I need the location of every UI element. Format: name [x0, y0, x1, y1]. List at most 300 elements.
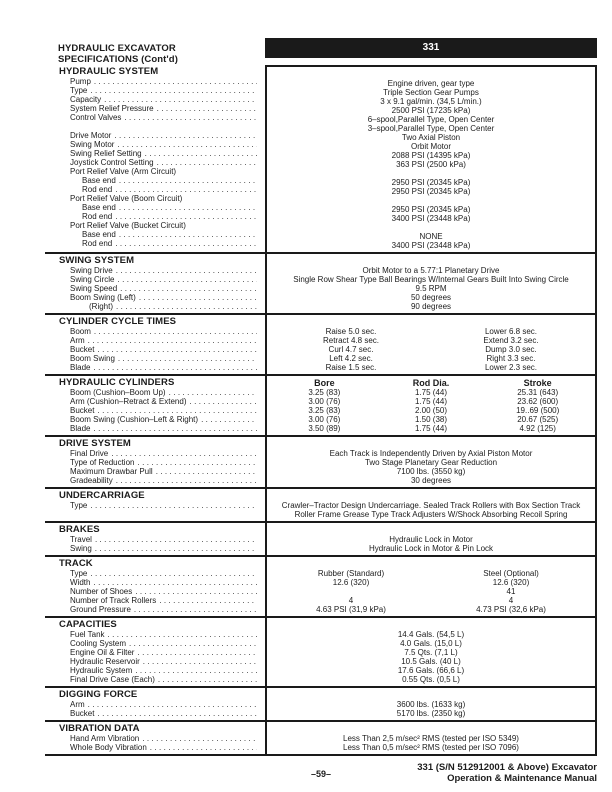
leader-dots [111, 449, 257, 458]
spec-label-row [45, 336, 265, 345]
spec-value-row: Each Track is Independently Driven by Axial Piston Motor [329, 449, 533, 458]
spec-label: Arm [70, 700, 85, 709]
spec-label-row [45, 467, 265, 476]
section-labels [45, 722, 265, 754]
column-header-label: Bore [314, 378, 335, 388]
columns-header [271, 378, 591, 388]
leader-dots [90, 501, 257, 510]
leader-dots [95, 544, 257, 553]
spec-label-row [45, 185, 265, 194]
manual-title-line2: Operation & Maintenance Manual [447, 772, 597, 784]
spec-value-row: 30 degrees [410, 476, 452, 485]
spec-label: Drive Motor [70, 131, 112, 140]
spec-value-row: 3400 PSI (23448 kPa) [391, 214, 471, 223]
spec-value-row [271, 578, 591, 587]
section-labels [45, 557, 265, 616]
leader-dots [137, 648, 257, 657]
spec-label-row [45, 158, 265, 167]
spec-label-row [45, 77, 265, 86]
leader-dots [118, 354, 257, 363]
spec-value-row: 363 PSI (2500 kPa) [396, 160, 466, 169]
section-values [265, 376, 597, 435]
section-values [265, 722, 597, 754]
spec-label-row [45, 284, 265, 293]
leader-dots [120, 284, 257, 293]
section-title: CAPACITIES [59, 619, 117, 630]
leader-dots [95, 535, 257, 544]
spec-label: Boom Swing [70, 354, 115, 363]
leader-dots [201, 415, 257, 424]
spec-label-row [45, 95, 265, 104]
section-labels [45, 65, 265, 252]
spec-value-row: Orbit Motor to a 5.77:1 Planetary Drive [362, 266, 500, 275]
spec-label: Swing [70, 544, 92, 553]
spec-value-row [271, 596, 591, 605]
spec-value-row: 5170 lbs. (2350 kg) [396, 709, 466, 718]
spec-label: Final Drive [70, 449, 109, 458]
leader-dots [115, 239, 257, 248]
section-title: CYLINDER CYCLE TIMES [59, 316, 177, 327]
spec-label: Port Relief Valve (Arm Circuit) [70, 167, 177, 176]
spec-value-row: 17.6 Gals. (66,6 L) [397, 666, 465, 675]
spec-label: Hydraulic Reservoir [70, 657, 140, 666]
spec-label-row [45, 648, 265, 657]
spec-label: Arm (Cushion–Retract & Extend) [70, 397, 187, 406]
leader-dots [108, 630, 257, 639]
spec-value: Left 4.2 sec. [329, 354, 373, 363]
leader-dots [145, 149, 257, 158]
title-spacer [271, 690, 591, 700]
spec-value-row [271, 388, 591, 397]
section-track [45, 557, 597, 618]
spec-label: Capacity [70, 95, 102, 104]
spec-label-row [45, 415, 265, 424]
spec-value-row: NONE [419, 232, 443, 241]
spec-value: 4.63 PSI (31,9 kPa) [316, 605, 386, 614]
leader-dots [119, 230, 257, 239]
manual-title-line1: 331 (S/N 512912001 & Above) Excavator [417, 762, 597, 773]
leader-dots [139, 293, 257, 302]
section-hydraulic-system [45, 65, 597, 254]
section-values [265, 688, 597, 720]
page-title-line1: HYDRAULIC EXCAVATOR [58, 43, 176, 54]
spec-value-row [271, 415, 591, 424]
spec-label-row [45, 406, 265, 415]
spec-label: Swing Circle [70, 275, 115, 284]
spec-value: 3.00 (76) [308, 397, 341, 406]
leader-dots [115, 185, 257, 194]
spec-value: 12.6 (320) [332, 578, 370, 587]
spec-value: 23.62 (600) [517, 397, 559, 406]
leader-dots [116, 266, 257, 275]
spec-label: Maximum Drawbar Pull [70, 467, 153, 476]
spec-value: 1.50 (38) [414, 415, 448, 424]
spec-label-row [45, 700, 265, 709]
spec-label-row [45, 743, 265, 752]
leader-dots [135, 666, 257, 675]
spec-label: System Relief Pressure [70, 104, 154, 113]
spec-value-row: Two Stage Planetary Gear Reduction [364, 458, 498, 467]
spec-value-row: 2950 PSI (20345 kPa) [391, 187, 471, 196]
spec-value-row: Less Than 0,5 m/sec² RMS (tested per ISO 7096) [343, 743, 519, 752]
spec-value-row: 9.5 RPM [415, 284, 447, 293]
leader-dots [116, 302, 257, 311]
spec-label: Swing Drive [70, 266, 113, 275]
spec-label-row [45, 131, 265, 140]
spec-value-row [271, 223, 591, 232]
leader-dots [156, 467, 257, 476]
leader-dots [158, 675, 257, 684]
spec-label-row [45, 476, 265, 485]
spec-value: Rubber (Standard) [317, 569, 385, 578]
spec-label-row [45, 397, 265, 406]
spec-label: Swing Motor [70, 140, 115, 149]
section-values [265, 523, 597, 555]
section-labels [45, 688, 265, 720]
section-labels [45, 618, 265, 686]
spec-value: Steel (Optional) [483, 569, 539, 578]
section-labels [45, 437, 265, 487]
leader-dots [94, 77, 257, 86]
spec-label-row [45, 104, 265, 113]
spec-value: 20.67 (525) [517, 415, 559, 424]
title-spacer [271, 620, 591, 630]
leader-dots [93, 424, 257, 433]
spec-value: 1.75 (44) [414, 388, 448, 397]
spec-value: 1.75 (44) [414, 424, 448, 433]
spec-label-row [45, 639, 265, 648]
leader-dots [169, 388, 257, 397]
section-vibration-data [45, 722, 597, 756]
leader-dots [135, 587, 257, 596]
spec-label-row [45, 354, 265, 363]
title-spacer [271, 439, 591, 449]
spec-value-row: 6–spool,Parallel Type, Open Center [367, 115, 495, 124]
leader-dots [90, 86, 257, 95]
spec-label: Rod end [82, 185, 113, 194]
spec-value: 3.00 (76) [308, 415, 341, 424]
section-title: TRACK [59, 558, 93, 569]
section-labels [45, 489, 265, 521]
spec-value-row: Orbit Motor [410, 142, 451, 151]
spec-value: Lower 6.8 sec. [484, 327, 538, 336]
leader-dots [157, 158, 257, 167]
spec-label-row [45, 630, 265, 639]
spec-label-row [45, 458, 265, 467]
leader-dots [190, 397, 258, 406]
spec-label: Boom (Cushion–Boom Up) [70, 388, 166, 397]
leader-dots [157, 104, 257, 113]
leader-dots [93, 578, 257, 587]
spec-label-row [45, 302, 265, 311]
title-spacer [271, 525, 591, 535]
spec-value: 41 [506, 587, 516, 596]
section-values [265, 65, 597, 252]
leader-dots [117, 140, 257, 149]
section-labels [45, 523, 265, 555]
leader-dots [116, 476, 257, 485]
spec-label: Hand Arm Vibration [70, 734, 140, 743]
spec-label: Blade [70, 424, 91, 433]
spec-value: 2.00 (50) [414, 406, 448, 415]
spec-label: Base end [82, 203, 116, 212]
spec-value-row: 2088 PSI (14395 kPa) [391, 151, 471, 160]
section-values [265, 437, 597, 487]
spec-label-row [45, 176, 265, 185]
spec-label: Blade [70, 363, 91, 372]
leader-dots [119, 176, 257, 185]
section-title: SWING SYSTEM [59, 255, 135, 266]
spec-value: 4.73 PSI (32,6 kPa) [476, 605, 546, 614]
spec-label: Final Drive Case (Each) [70, 675, 155, 684]
spec-label: Type of Reduction [70, 458, 135, 467]
spec-label: Bucket [70, 709, 95, 718]
spec-value: 3.50 (89) [308, 424, 341, 433]
spec-value-row [271, 587, 591, 596]
section-labels [45, 254, 265, 313]
column-header-label: Stroke [523, 378, 552, 388]
spec-label-row [45, 657, 265, 666]
spec-value-row: Less Than 2,5 m/sec² RMS (tested per ISO 5349) [343, 734, 519, 743]
spec-label: Engine Oil & Filter [70, 648, 135, 657]
spec-label: Travel [70, 535, 92, 544]
spec-value-row: Triple Section Gear Pumps [383, 88, 479, 97]
section-values [265, 489, 597, 521]
leader-dots [94, 327, 257, 336]
spec-value: Raise 5.0 sec. [325, 327, 377, 336]
spec-label: Type [70, 501, 88, 510]
leader-dots [137, 458, 257, 467]
spec-label-row [45, 345, 265, 354]
spec-value [271, 587, 431, 596]
spec-value-row [271, 397, 591, 406]
page-header [45, 38, 597, 65]
spec-label-row [45, 363, 265, 372]
spec-label-row [45, 230, 265, 239]
spec-label: Port Relief Valve (Bucket Circuit) [70, 221, 186, 230]
spec-value-row [271, 569, 591, 578]
leader-dots [142, 734, 257, 743]
spec-value: 1.75 (44) [414, 397, 448, 406]
section-digging-force [45, 688, 597, 722]
spec-label: Number of Shoes [70, 587, 133, 596]
spec-value-row [271, 327, 591, 336]
leader-dots [159, 596, 257, 605]
spec-value: Extend 3.2 sec. [483, 336, 539, 345]
spec-label: Swing Relief Setting [70, 149, 142, 158]
section-values [265, 315, 597, 374]
section-values [265, 254, 597, 313]
leader-dots [114, 131, 257, 140]
spec-label: Base end [82, 230, 116, 239]
section-title: BRAKES [59, 524, 100, 535]
spec-label-row [45, 212, 265, 221]
spec-value-row: 3 x 9.1 gal/min. (34,5 L/min.) [380, 97, 482, 106]
spec-label-row [45, 194, 265, 203]
leader-dots [115, 212, 257, 221]
spec-value-row [271, 336, 591, 345]
spec-value-row: Two Axial Piston [401, 133, 461, 142]
title-spacer [271, 256, 591, 266]
spec-value: Dump 3.0 sec. [485, 345, 537, 354]
spec-label: Boom Swing (Cushion–Left & Right) [70, 415, 199, 424]
spec-value-row: 2950 PSI (20345 kPa) [391, 205, 471, 214]
spec-label: Swing Speed [70, 284, 118, 293]
spec-value-row [271, 169, 591, 178]
spec-label-row [45, 587, 265, 596]
leader-dots [117, 275, 257, 284]
section-brakes [45, 523, 597, 557]
spec-value-row [271, 424, 591, 433]
spec-value: 4 [508, 596, 514, 605]
leader-dots [97, 345, 257, 354]
spec-value: Right 3.3 sec. [486, 354, 536, 363]
title-spacer [271, 559, 591, 569]
page-footer [45, 763, 597, 789]
spec-value-row: 2500 PSI (17235 kPa) [391, 106, 471, 115]
title-spacer [271, 724, 591, 734]
spec-value-row [271, 345, 591, 354]
spec-value: Raise 1.5 sec. [325, 363, 377, 372]
section-swing-system [45, 254, 597, 315]
spec-label-row [45, 327, 265, 336]
section-title: DRIVE SYSTEM [59, 438, 131, 449]
spec-value: 25.31 (643) [517, 388, 559, 397]
spec-label-row [45, 167, 265, 176]
spec-label-row [45, 86, 265, 95]
spec-value: Crawler–Tractor Design Undercarriage. Sealed Track Rollers with Box Section Track [281, 501, 581, 510]
spec-value-row: 14.4 Gals. (54,5 L) [397, 630, 465, 639]
section-cylinder-cycle-times [45, 315, 597, 376]
spec-label-row [45, 535, 265, 544]
spec-label-row [45, 544, 265, 553]
leader-dots [104, 95, 257, 104]
section-title: VIBRATION DATA [59, 723, 140, 734]
section-title: DIGGING FORCE [59, 689, 138, 700]
spec-label: Arm [70, 336, 85, 345]
manual-title [417, 763, 597, 784]
spec-label: Pump [70, 77, 91, 86]
spec-table [45, 65, 597, 756]
section-values [265, 618, 597, 686]
section-labels [45, 315, 265, 374]
spec-value-row: 3400 PSI (23448 kPa) [391, 241, 471, 250]
spec-value: 3.25 (83) [308, 406, 341, 415]
spec-label: Rod end [82, 212, 113, 221]
spec-label: Bucket [70, 345, 95, 354]
spec-label-row [45, 239, 265, 248]
spec-value-row: 2950 PSI (20345 kPa) [391, 178, 471, 187]
spec-value-row: Single Row Shear Type Ball Bearings W/Internal Gears Built Into Swing Circle [293, 275, 569, 284]
spec-value-row [271, 196, 591, 205]
spec-label-row [45, 569, 265, 578]
model-badge: 331 [265, 38, 597, 58]
spec-label: Hydraulic System [70, 666, 133, 675]
leader-dots [124, 113, 257, 122]
spec-label-row [45, 275, 265, 284]
spec-value-row: Hydraulic Lock in Motor [389, 535, 473, 544]
spec-value-row: 4.0 Gals. (15,0 L) [400, 639, 462, 648]
spec-value-row: 50 degrees [410, 293, 452, 302]
spec-label: Gradeability [70, 476, 113, 485]
section-capacities [45, 618, 597, 688]
spec-label-row [45, 221, 265, 230]
spec-label: Fuel Tank [70, 630, 105, 639]
spec-label-row [45, 596, 265, 605]
spec-label-row [45, 293, 265, 302]
spec-value: Roller Frame Grease Type Track Adjusters W/Shock Absorbing Recoil Spring [294, 510, 568, 519]
spec-label: Bucket [70, 406, 95, 415]
leader-dots [129, 639, 257, 648]
spec-label: Base end [82, 176, 116, 185]
title-spacer [271, 491, 591, 501]
spec-value-row [271, 354, 591, 363]
spec-value-row: 7.5 Qts. (7,1 L) [404, 648, 458, 657]
spec-value-row: 7100 lbs. (3550 kg) [396, 467, 466, 476]
section-title: UNDERCARRIAGE [59, 490, 145, 501]
leader-dots [97, 406, 257, 415]
leader-dots [150, 743, 257, 752]
spec-value: 4.92 (125) [519, 424, 556, 433]
section-title: HYDRAULIC CYLINDERS [59, 377, 175, 388]
spec-value: Curl 4.7 sec. [328, 345, 374, 354]
title-spacer [271, 317, 591, 327]
spec-label-row [45, 113, 265, 122]
spec-label: Number of Track Rollers [70, 596, 157, 605]
spec-label: Whole Body Vibration [70, 743, 147, 752]
spec-label: Type [70, 86, 88, 95]
spec-label: Ground Pressure [70, 605, 131, 614]
leader-dots [143, 657, 257, 666]
spec-label: Joystick Control Setting [70, 158, 154, 167]
spec-label: Boom [70, 327, 91, 336]
spec-label: Rod end [82, 239, 113, 248]
spec-value-row: 3600 lbs. (1633 kg) [396, 700, 466, 709]
section-title: HYDRAULIC SYSTEM [59, 66, 159, 77]
page-number: –59– [310, 769, 332, 779]
spec-label-row [45, 675, 265, 684]
spec-value: Lower 2.3 sec. [484, 363, 538, 372]
spec-value-row: Hydraulic Lock in Motor & Pin Lock [368, 544, 494, 553]
spec-label-row [45, 122, 265, 131]
leader-dots [88, 700, 257, 709]
spec-label: (Right) [89, 302, 114, 311]
spec-value-row: 10.5 Gals. (40 L) [401, 657, 461, 666]
spec-value: 12.6 (320) [492, 578, 530, 587]
spec-label: Port Relief Valve (Boom Circuit) [70, 194, 183, 203]
spec-value-row: Engine driven, gear type [387, 79, 475, 88]
spec-label: Cooling System [70, 639, 127, 648]
spec-value: 3.25 (83) [308, 388, 341, 397]
spec-label-row [45, 203, 265, 212]
title-spacer [271, 69, 591, 79]
section-labels [45, 376, 265, 435]
spec-value-row: 0.55 Qts. (0,5 L) [402, 675, 460, 684]
leader-dots [119, 203, 257, 212]
spec-value: 19..69 (500) [516, 406, 560, 415]
spec-value-row [271, 501, 591, 519]
spec-label-row [45, 388, 265, 397]
spec-value-row: 3–spool,Parallel Type, Open Center [367, 124, 495, 133]
leader-dots [90, 569, 257, 578]
leader-dots [134, 605, 257, 614]
page-title [45, 38, 265, 65]
leader-dots [88, 336, 257, 345]
leader-dots [93, 363, 257, 372]
spec-label-row [45, 424, 265, 433]
spec-label-row [45, 578, 265, 587]
spec-value-row: 90 degrees [410, 302, 452, 311]
